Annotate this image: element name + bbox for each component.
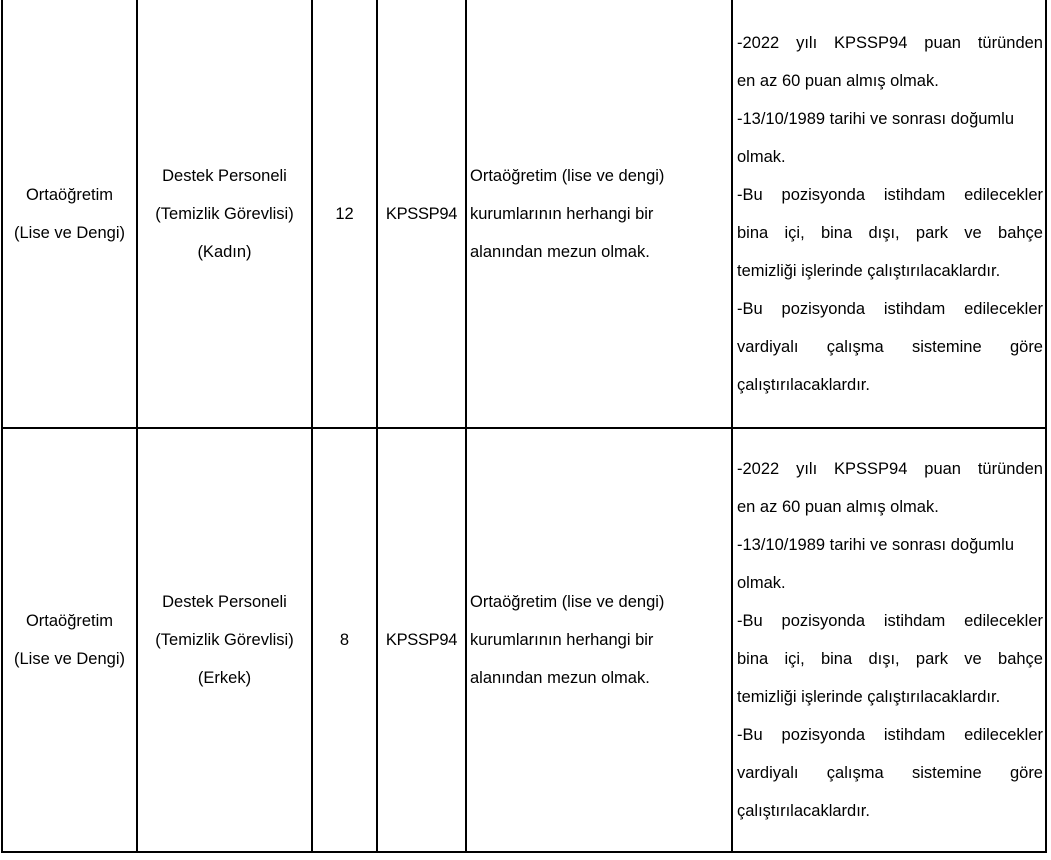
notes-cell [732, 428, 1046, 852]
notes-line: -13/10/1989 tarihi ve sonrası doğumlu [737, 109, 1015, 128]
notes-line: bina içi, bina dışı, park ve bahçe [737, 223, 1043, 242]
education-line: Ortaöğretim [25, 185, 114, 204]
qualification-line: kurumlarının herhangi bir [470, 631, 654, 649]
notes-line: vardiyalı çalışma sistemine göre [737, 337, 1043, 356]
positions-table [1, 0, 1047, 853]
count-cell: 12 [312, 0, 377, 428]
position-title-line: (Temizlik Görevlisi) [155, 631, 294, 649]
position-title-cell [137, 0, 312, 428]
notes-line: en az 60 puan almış olmak. [737, 71, 939, 90]
notes-line: vardiyalı çalışma sistemine göre [737, 764, 1043, 782]
notes-line: temizliği işlerinde çalıştırılacaklardır. [737, 261, 1001, 280]
position-title-line: Destek Personeli [162, 166, 287, 185]
notes-line: -2022 yılı KPSSP94 puan türünden [737, 33, 1043, 52]
count-cell: 8 [312, 428, 377, 852]
education-cell [2, 428, 137, 852]
table-row [2, 0, 1046, 428]
position-title-line: (Erkek) [197, 669, 252, 687]
notes-line: bina içi, bina dışı, park ve bahçe [737, 650, 1043, 668]
notes-line: çalıştırılacaklardır. [737, 802, 870, 820]
position-title-line: (Kadın) [197, 242, 252, 261]
notes-line: temizliği işlerinde çalıştırılacaklardır. [737, 688, 1001, 706]
notes-line: -2022 yılı KPSSP94 puan türünden [737, 460, 1043, 478]
education-line: (Lise ve Dengi) [14, 223, 125, 242]
notes-line: -Bu pozisyonda istihdam edilecekler [737, 612, 1043, 630]
notes-cell [732, 0, 1046, 428]
qualification-line: Ortaöğretim (lise ve dengi) [470, 593, 665, 611]
position-title-line: Destek Personeli [162, 593, 287, 611]
score-type-cell: KPSSP94 [377, 428, 466, 852]
education-line: (Lise ve Dengi) [14, 650, 125, 668]
notes-line: -Bu pozisyonda istihdam edilecekler [737, 726, 1043, 744]
qualification-line: alanından mezun olmak. [470, 242, 650, 261]
qualification-line: kurumlarının herhangi bir [470, 204, 654, 223]
qualification-line: Ortaöğretim (lise ve dengi) [470, 166, 665, 185]
qualification-cell [466, 0, 732, 428]
position-title-cell [137, 428, 312, 852]
notes-line: -Bu pozisyonda istihdam edilecekler [737, 185, 1043, 204]
qualification-cell [466, 428, 732, 852]
notes-line: olmak. [737, 574, 786, 592]
education-line: Ortaöğretim [25, 612, 114, 630]
notes-line: en az 60 puan almış olmak. [737, 498, 939, 516]
notes-line: -13/10/1989 tarihi ve sonrası doğumlu [737, 536, 1015, 554]
score-type-cell: KPSSP94 [377, 0, 466, 428]
notes-line: -Bu pozisyonda istihdam edilecekler [737, 299, 1043, 318]
notes-line: çalıştırılacaklardır. [737, 375, 870, 394]
education-cell [2, 0, 137, 428]
notes-line: olmak. [737, 147, 786, 166]
position-title-line: (Temizlik Görevlisi) [155, 204, 294, 223]
table-row [2, 428, 1046, 852]
qualification-line: alanından mezun olmak. [470, 669, 650, 687]
